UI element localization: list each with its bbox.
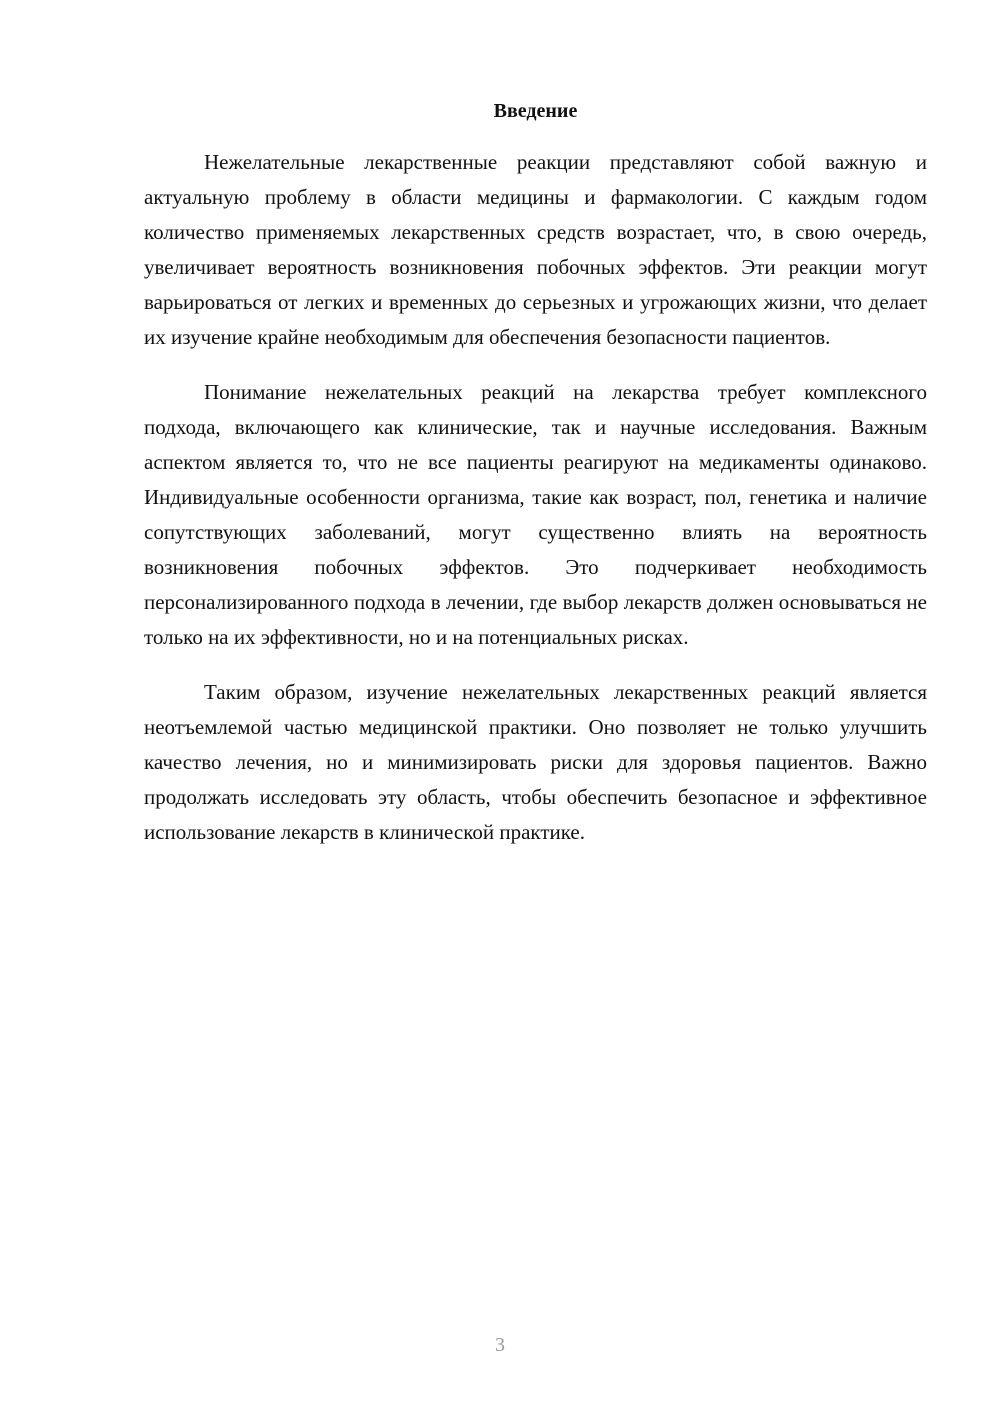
paragraph-1: Нежелательные лекарственные реакции представляют собой важную и актуальную проблему в области медицины и фармакологии. С каждым годом количество применяемых лекарственных средств возрастает, что, в свою очередь, увеличивает вероятность возникновения побочных эффектов. Эти реакции могут варьироваться от легких и временных до серьезных и угрожающих жизни, что делает их изучение крайне необходимым для обеспечения безопасности пациентов. (144, 150, 927, 349)
page-number: 3 (495, 1334, 505, 1356)
paragraph-3: Таким образом, изучение нежелательных лекарственных реакций является неотъемлемой частью медицинской практики. Оно позволяет не только улучшить качество лечения, но и минимизировать риски для здоровья пациентов. Важно продолжать исследовать эту область, чтобы обеспечить безопасное и эффективное использование лекарств в клинической практике. (144, 680, 927, 844)
section-heading: Введение (493, 100, 578, 122)
page-content (144, 95, 927, 870)
paragraph-2: Понимание нежелательных реакций на лекарства требует комплексного подхода, включающего как клинические, так и научные исследования. Важным аспектом является то, что не все пациенты реагируют на медикаменты одинаково. Индивидуальные особенности организма, такие как возраст, пол, генетика и наличие сопутствующих заболеваний, могут существенно влиять на вероятность возникновения побочных эффектов. Это подчеркивает необходимость персонализированного подхода в лечении, где выбор лекарств должен основываться не только на их эффективности, но и на потенциальных рисках. (144, 380, 927, 649)
